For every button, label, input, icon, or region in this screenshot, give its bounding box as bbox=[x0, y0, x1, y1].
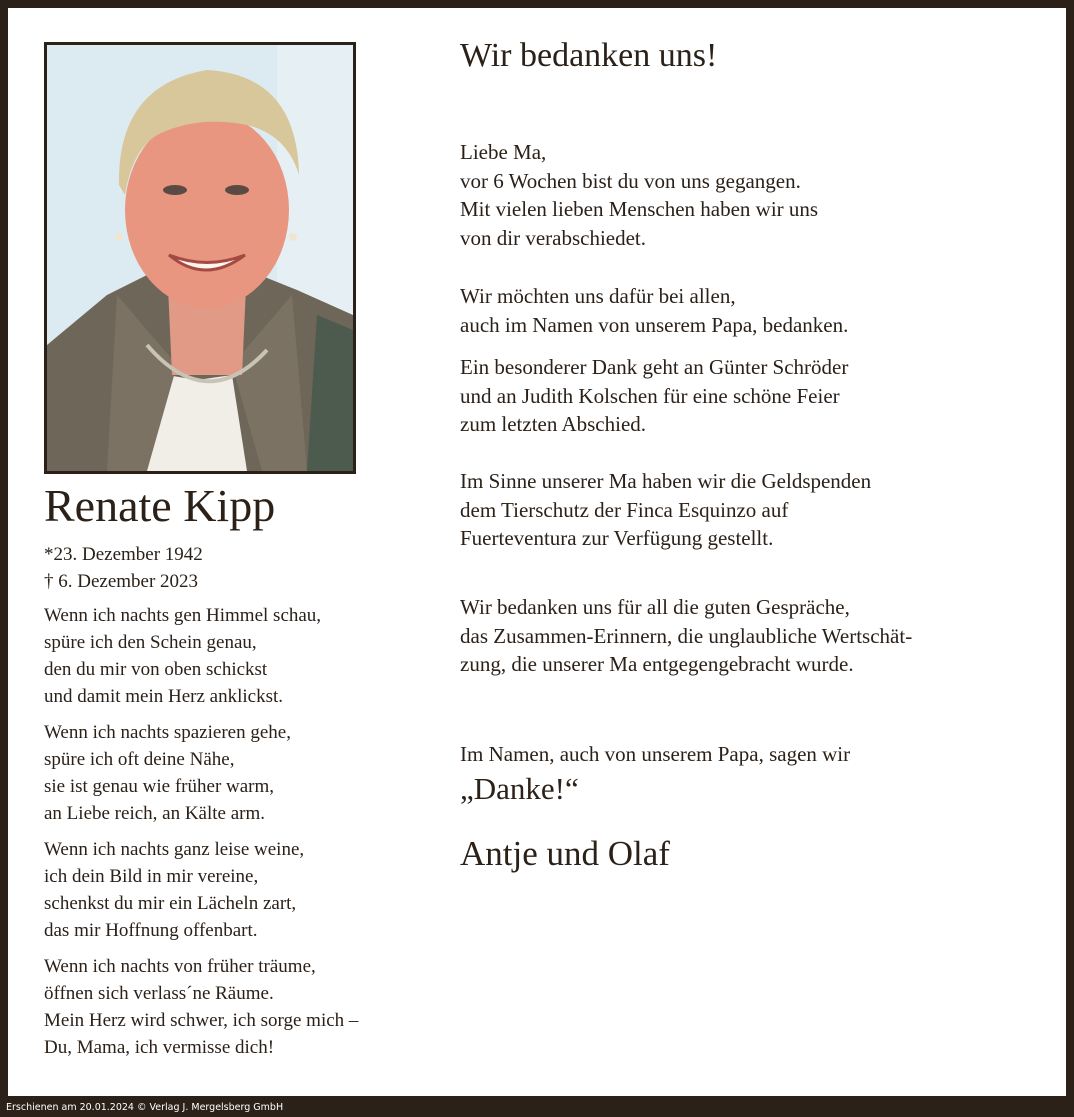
paragraph-special-thanks bbox=[460, 353, 1060, 439]
portrait-image bbox=[47, 45, 353, 471]
text-line: Fuerteventura zur Verfügung gestellt. bbox=[460, 526, 774, 550]
death-date: † 6. Dezember 2023 bbox=[44, 571, 199, 592]
paragraph-closing bbox=[460, 740, 1060, 769]
thanks-heading: Wir bedanken uns! bbox=[460, 37, 718, 74]
paragraph-donations bbox=[460, 467, 1060, 553]
poem-line: spüre ich den Schein genau, bbox=[44, 632, 257, 653]
danke-quote: „Danke!“ bbox=[460, 771, 579, 806]
signature: Antje und Olaf bbox=[460, 834, 670, 873]
poem-line: Wenn ich nachts ganz leise weine, bbox=[44, 839, 305, 860]
text-line: Im Namen, auch von unserem Papa, sagen wir bbox=[460, 742, 851, 766]
birth-date: *23. Dezember 1942 bbox=[44, 544, 203, 565]
life-dates bbox=[44, 541, 203, 595]
text-line: dem Tierschutz der Finca Esquinzo auf bbox=[460, 497, 789, 522]
poem-line: spüre ich oft deine Nähe, bbox=[44, 749, 235, 770]
text-line: vor 6 Wochen bist du von uns gegangen. bbox=[460, 168, 801, 193]
portrait-photo bbox=[44, 42, 356, 474]
poem-line: ich dein Bild in mir vereine, bbox=[44, 866, 259, 887]
poem bbox=[44, 602, 424, 1070]
poem-stanza bbox=[44, 719, 424, 827]
text-line: zung, die unserer Ma entgegengebracht wurde. bbox=[460, 652, 854, 676]
poem-stanza bbox=[44, 836, 424, 944]
poem-line: Du, Mama, ich vermisse dich! bbox=[44, 1037, 275, 1058]
paragraph-thanks-all bbox=[460, 282, 1060, 339]
text-line: das Zusammen-Erinnern, die unglaubliche Wertschät- bbox=[460, 623, 913, 648]
poem-line: öffnen sich verlass´ne Räume. bbox=[44, 983, 274, 1004]
text-line: Wir möchten uns dafür bei allen, bbox=[460, 284, 736, 308]
poem-line: sie ist genau wie früher warm, bbox=[44, 776, 275, 797]
text-line: Wir bedanken uns für all die guten Gespräche, bbox=[460, 595, 850, 619]
text-line: von dir verabschiedet. bbox=[460, 225, 647, 250]
poem-stanza bbox=[44, 953, 424, 1061]
poem-line: und damit mein Herz anklickst. bbox=[44, 686, 284, 707]
text-line: Liebe Ma, bbox=[460, 140, 547, 164]
poem-line: an Liebe reich, an Kälte arm. bbox=[44, 803, 266, 824]
obituary-card bbox=[8, 8, 1066, 1096]
text-line: Mit vielen lieben Menschen haben wir uns bbox=[460, 197, 819, 221]
poem-line: den du mir von oben schickst bbox=[44, 659, 268, 680]
poem-line: Wenn ich nachts gen Himmel schau, bbox=[44, 605, 322, 626]
text-line: auch im Namen von unserem Papa, bedanken. bbox=[460, 312, 849, 337]
poem-line: Wenn ich nachts von früher träume, bbox=[44, 956, 316, 977]
poem-line: schenkst du mir ein Lächeln zart, bbox=[44, 893, 297, 914]
poem-stanza bbox=[44, 602, 424, 710]
paragraph-greeting bbox=[460, 138, 1060, 252]
paragraph-conversations bbox=[460, 593, 1060, 679]
poem-line: Wenn ich nachts spazieren gehe, bbox=[44, 722, 291, 743]
deceased-name: Renate Kipp bbox=[44, 480, 276, 531]
publication-footer: Erschienen am 20.01.2024 © Verlag J. Mergelsberg GmbH bbox=[6, 1102, 284, 1113]
poem-line: das mir Hoffnung offenbart. bbox=[44, 920, 258, 941]
text-line: zum letzten Abschied. bbox=[460, 412, 647, 436]
text-line: und an Judith Kolschen für eine schöne Feier bbox=[460, 383, 840, 408]
text-line: Ein besonderer Dank geht an Günter Schröder bbox=[460, 355, 849, 379]
poem-line: Mein Herz wird schwer, ich sorge mich – bbox=[44, 1010, 359, 1031]
text-line: Im Sinne unserer Ma haben wir die Geldspenden bbox=[460, 469, 872, 493]
